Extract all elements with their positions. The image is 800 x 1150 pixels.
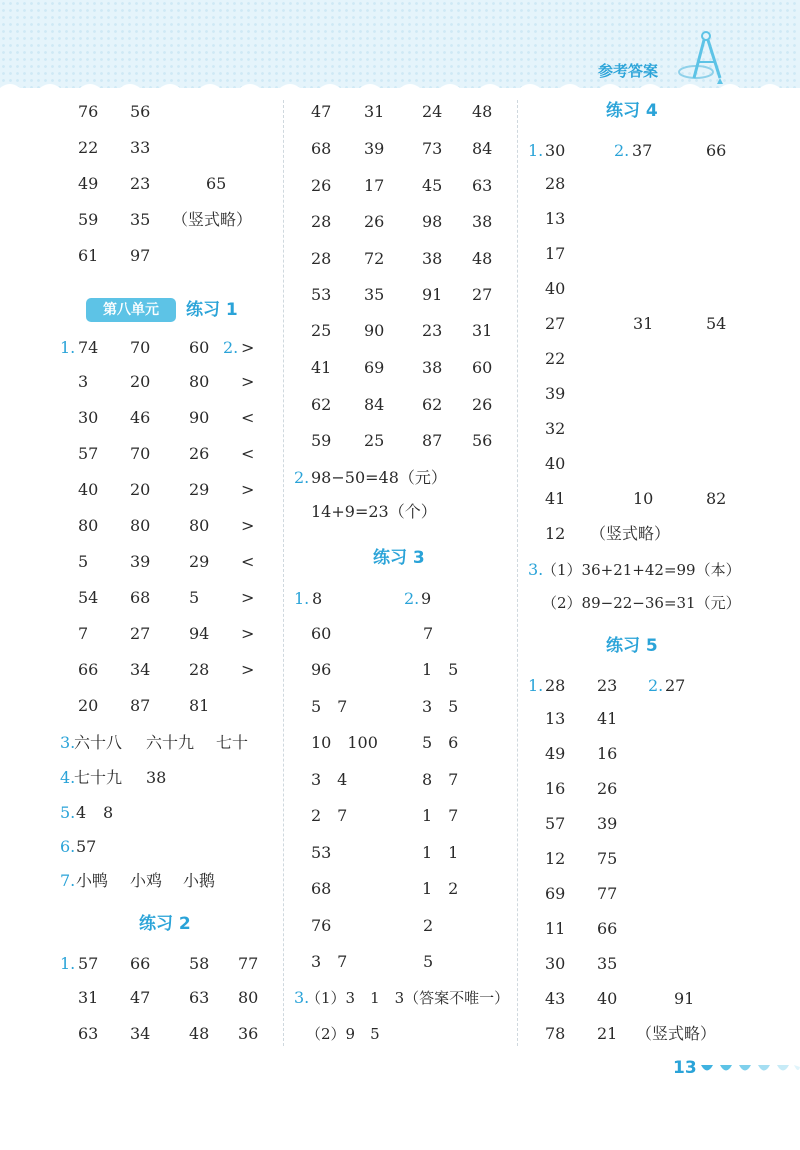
answer-value: 70 (130, 444, 151, 463)
answer-value: 35 (130, 210, 151, 229)
answer-value: 43 (545, 989, 566, 1008)
answer-value: 87 (130, 696, 151, 715)
answer-value: 36 (238, 1024, 259, 1043)
answer-value: 70 (130, 338, 151, 357)
footer-dots-decoration (699, 1062, 800, 1078)
answer-equation: （2）89−22−36=31（元） (542, 594, 741, 612)
answer-value: 84 (364, 395, 385, 414)
answer-value: 41 (311, 358, 332, 377)
answer-value: 12 (545, 849, 566, 868)
answer-value: 28 (189, 660, 210, 679)
answer-value: 1 2 (422, 879, 459, 898)
answer-value: 60 (472, 358, 493, 377)
answer-value: 17 (364, 176, 385, 195)
answer-equation: 14+9=23（个） (311, 502, 437, 521)
answer-value: 48 (472, 249, 493, 268)
answer-value: 53 (311, 285, 332, 304)
compare-sign: > (241, 480, 255, 499)
answer-value: 87 (422, 431, 443, 450)
answer-value: 97 (130, 246, 151, 265)
page-number: 13 (673, 1058, 697, 1078)
answer-value: 77 (597, 884, 618, 903)
answer-value: 58 (189, 954, 210, 973)
answer-value: 20 (130, 372, 151, 391)
answer-value: 10 100 (311, 733, 378, 752)
answer-value: 28 (311, 249, 332, 268)
column-divider-right (517, 100, 518, 1046)
answer-value: 80 (189, 372, 210, 391)
answer-value: 3 4 (311, 770, 348, 789)
answer-value: 68 (311, 879, 332, 898)
answer-value: 7 (78, 624, 89, 643)
answer-value: 76 (311, 916, 332, 935)
answer-value: 小鸭 (76, 871, 109, 890)
answer-value: 69 (364, 358, 385, 377)
question-number: 1. (294, 589, 310, 608)
answer-value: 22 (78, 138, 99, 157)
header-title: 参考答案 (598, 62, 659, 80)
answer-value: 48 (189, 1024, 210, 1043)
answer-value: 25 (311, 321, 332, 340)
answer-value: 4 (76, 803, 87, 822)
answer-value: 24 (422, 102, 443, 121)
answer-value: 80 (130, 516, 151, 535)
compare-sign: > (241, 372, 255, 391)
answer-value: 30 (78, 408, 99, 427)
unit-badge: 第八单元 (86, 298, 176, 322)
answer-value: 23 (422, 321, 443, 340)
answer-value: 5 (78, 552, 89, 571)
answer-value: 84 (472, 139, 493, 158)
section-title-4: 练习 4 (606, 101, 658, 121)
answer-value: 5 7 (311, 697, 348, 716)
answer-value: 13 (545, 209, 566, 228)
answer-value: 3 7 (311, 952, 348, 971)
answer-value: 66 (130, 954, 151, 973)
answer-value: 26 (364, 212, 385, 231)
answer-value: 40 (597, 989, 618, 1008)
section-title-2: 练习 2 (139, 914, 191, 934)
compare-sign: < (241, 444, 255, 463)
answer-value: 53 (311, 843, 332, 862)
question-number: 4. (60, 768, 76, 787)
answer-value: 六十九 (146, 733, 195, 752)
compare-sign: > (241, 338, 255, 357)
answer-value: 29 (189, 480, 210, 499)
answer-value: 七十 (216, 733, 249, 752)
answer-value: 31 (633, 314, 654, 333)
answer-value: 31 (364, 102, 385, 121)
answer-value: 41 (545, 489, 566, 508)
answer-value: 8 7 (422, 770, 459, 789)
answer-value: 8 (312, 589, 323, 608)
answer-value: 57 (78, 444, 99, 463)
section-title-3: 练习 3 (373, 548, 425, 568)
answer-value: 73 (422, 139, 443, 158)
answer-value: 68 (130, 588, 151, 607)
answer-value: 57 (78, 954, 99, 973)
question-number: 2. (404, 589, 420, 608)
answer-value: 小鸡 (130, 871, 163, 890)
answer-value: 96 (311, 660, 332, 679)
answer-value: 5 6 (422, 733, 459, 752)
question-number: 2. (648, 676, 664, 695)
answer-value: 20 (130, 480, 151, 499)
answer-value: 62 (422, 395, 443, 414)
answer-value: 40 (78, 480, 99, 499)
answer-value: 17 (545, 244, 566, 263)
answer-value: 3 (78, 372, 89, 391)
answer-value: 75 (597, 849, 618, 868)
answer-value: 16 (545, 779, 566, 798)
answer-value: 38 (472, 212, 493, 231)
answer-value: 32 (545, 419, 566, 438)
answer-value: 7 (423, 624, 434, 643)
question-number: 6. (60, 837, 76, 856)
answer-value: 45 (422, 176, 443, 195)
answer-value: 13 (545, 709, 566, 728)
answer-value: 25 (364, 431, 385, 450)
answer-value: 35 (364, 285, 385, 304)
answer-value: 57 (76, 837, 97, 856)
answer-line: （1）3 1 3（答案不唯一） (306, 989, 510, 1007)
answer-value: 5 (423, 952, 434, 971)
answer-value: 26 (472, 395, 493, 414)
answer-value: 38 (422, 358, 443, 377)
question-number: 3. (60, 733, 76, 752)
compare-sign: < (241, 552, 255, 571)
answer-value: 23 (597, 676, 618, 695)
answer-value: 74 (78, 338, 99, 357)
question-number: 2. (223, 338, 239, 357)
answer-value: 94 (189, 624, 210, 643)
answer-value: 80 (238, 988, 259, 1007)
answer-value: 30 (545, 954, 566, 973)
answer-value: 27 (130, 624, 151, 643)
answer-value: 91 (674, 989, 695, 1008)
answer-value: 56 (130, 102, 151, 121)
answer-value: 20 (78, 696, 99, 715)
answer-value: 54 (706, 314, 727, 333)
answer-equation: （1）36+21+42=99（本） (542, 561, 741, 579)
answer-value: 68 (311, 139, 332, 158)
answer-value: 47 (130, 988, 151, 1007)
answer-value: 38 (422, 249, 443, 268)
question-number: 2. (614, 141, 630, 160)
question-number: 1. (528, 141, 544, 160)
answer-value: 60 (311, 624, 332, 643)
answer-value: 31 (472, 321, 493, 340)
column-divider-left (283, 100, 284, 1046)
question-number: 1. (60, 954, 76, 973)
answer-value: 56 (472, 431, 493, 450)
compare-sign: < (241, 408, 255, 427)
answer-note: （竖式略） (636, 1024, 717, 1043)
compare-sign: > (241, 516, 255, 535)
question-number: 1. (60, 338, 76, 357)
compass-icon (676, 28, 734, 86)
answer-value: 37 (632, 141, 653, 160)
answer-value: 47 (311, 102, 332, 121)
answer-value: 59 (311, 431, 332, 450)
question-number: 5. (60, 803, 76, 822)
answer-value: 22 (545, 349, 566, 368)
section-title-1: 练习 1 (186, 300, 238, 320)
question-number: 3. (294, 988, 310, 1007)
answer-value: 1 7 (422, 806, 459, 825)
answer-value: 39 (597, 814, 618, 833)
answer-value: 46 (130, 408, 151, 427)
answer-value: 90 (364, 321, 385, 340)
answer-value: 1 1 (422, 843, 459, 862)
answer-value: 29 (189, 552, 210, 571)
answer-value: 5 (189, 588, 200, 607)
answer-value: 26 (189, 444, 210, 463)
answer-value: 54 (78, 588, 99, 607)
answer-value: 34 (130, 660, 151, 679)
question-number: 2. (294, 468, 310, 487)
answer-value: 26 (597, 779, 618, 798)
answer-value: 12 (545, 524, 566, 543)
answer-value: 60 (189, 338, 210, 357)
answer-value: 小鹅 (183, 871, 216, 890)
answer-value: 57 (545, 814, 566, 833)
answer-value: 34 (130, 1024, 151, 1043)
answer-value: 28 (545, 174, 566, 193)
answer-value: 30 (545, 141, 566, 160)
answer-value: 六十八 (74, 733, 123, 752)
answer-value: 27 (665, 676, 686, 695)
answer-value: 59 (78, 210, 99, 229)
answer-value: 62 (311, 395, 332, 414)
compare-sign: > (241, 624, 255, 643)
answer-value: 26 (311, 176, 332, 195)
answer-value: 2 7 (311, 806, 348, 825)
section-title-5: 练习 5 (606, 636, 658, 656)
answer-value: 76 (78, 102, 99, 121)
answer-value: 38 (146, 768, 167, 787)
compare-sign: > (241, 660, 255, 679)
answer-value: 82 (706, 489, 727, 508)
answer-value: 1 5 (422, 660, 459, 679)
question-number: 3. (528, 560, 544, 579)
answer-value: 11 (545, 919, 566, 938)
answer-value: 63 (78, 1024, 99, 1043)
answer-value: 48 (472, 102, 493, 121)
answer-value: 23 (130, 174, 151, 193)
answer-value: 9 (421, 589, 432, 608)
answer-value: 63 (189, 988, 210, 1007)
answer-value: 65 (206, 174, 227, 193)
answer-value: 28 (311, 212, 332, 231)
answer-value: 27 (472, 285, 493, 304)
answer-value: 72 (364, 249, 385, 268)
answer-value: 98 (422, 212, 443, 231)
answer-value: 8 (103, 803, 114, 822)
answer-value: 78 (545, 1024, 566, 1043)
answer-value: 40 (545, 279, 566, 298)
answer-value: 41 (597, 709, 618, 728)
answer-value: 63 (472, 176, 493, 195)
answer-value: 91 (422, 285, 443, 304)
answer-value: 39 (364, 139, 385, 158)
answer-equation: 98−50=48（元） (311, 468, 447, 487)
answer-value: 21 (597, 1024, 618, 1043)
answer-value: 49 (545, 744, 566, 763)
question-number: 7. (60, 871, 76, 890)
question-number: 1. (528, 676, 544, 695)
answer-note: （竖式略） (172, 210, 253, 229)
answer-value: 66 (706, 141, 727, 160)
compare-sign: > (241, 588, 255, 607)
answer-value: 七十九 (74, 768, 123, 787)
answer-value: 39 (130, 552, 151, 571)
answer-value: 90 (189, 408, 210, 427)
answer-value: 33 (130, 138, 151, 157)
answer-value: 10 (633, 489, 654, 508)
answer-value: 69 (545, 884, 566, 903)
answer-value: 61 (78, 246, 99, 265)
answer-value: 27 (545, 314, 566, 333)
answer-line: （2）9 5 (306, 1025, 380, 1043)
answer-value: 16 (597, 744, 618, 763)
answer-value: 81 (189, 696, 210, 715)
answer-value: 80 (189, 516, 210, 535)
answer-value: 66 (78, 660, 99, 679)
answer-note: （竖式略） (590, 524, 671, 543)
answer-value: 35 (597, 954, 618, 973)
answer-value: 40 (545, 454, 566, 473)
answer-value: 28 (545, 676, 566, 695)
answer-value: 49 (78, 174, 99, 193)
answer-value: 80 (78, 516, 99, 535)
answer-value: 31 (78, 988, 99, 1007)
answer-value: 77 (238, 954, 259, 973)
answer-value: 39 (545, 384, 566, 403)
answer-value: 2 (423, 916, 434, 935)
answer-value: 66 (597, 919, 618, 938)
answer-value: 3 5 (422, 697, 459, 716)
